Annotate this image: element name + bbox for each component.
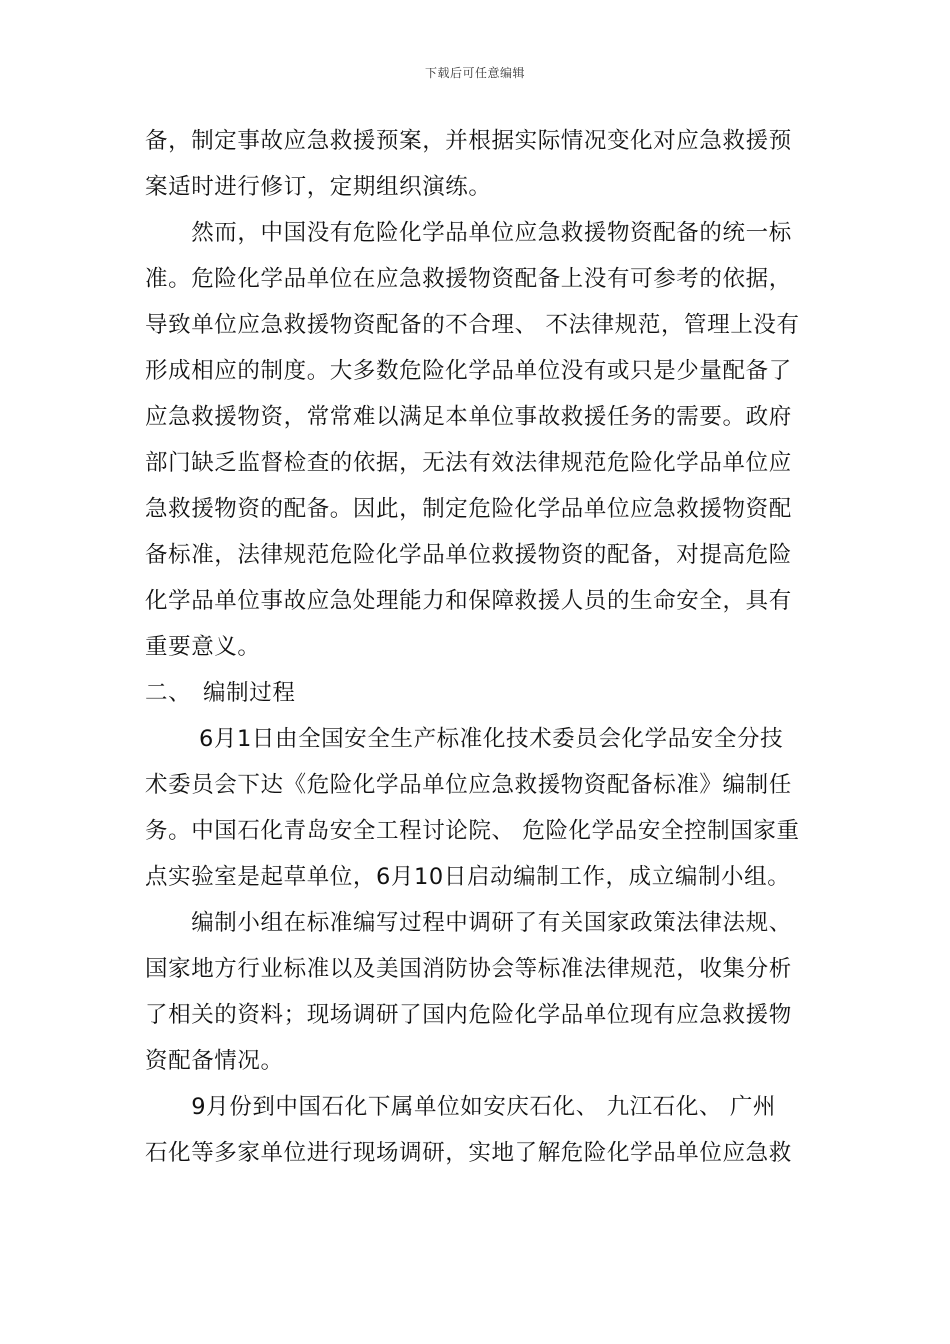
text-line: 9月份到中国石化下属单位如安庆石化、 九江石化、 广州 — [145, 1094, 777, 1120]
text-line: 重要意义。 — [145, 634, 261, 660]
text-line: 形成相应的制度。大多数危险化学品单位没有或只是少量配备了 — [145, 358, 792, 384]
page-header-note: 下载后可任意编辑 — [424, 66, 525, 80]
text-line: 备，制定事故应急救援预案，并根据实际情况变化对应急救援预 — [145, 128, 792, 154]
text-line: 6月1日由全国安全生产标准化技术委员会化学品安全分技 — [145, 726, 784, 752]
text-line: 术委员会下达《危险化学品单位应急救援物资配备标准》编制任 — [145, 772, 792, 798]
text-line: 备标准，法律规范危险化学品单位救援物资的配备，对提高危险 — [145, 542, 792, 568]
text-line: 国家地方行业标准以及美国消防协会等标准法律规范，收集分析 — [145, 956, 792, 982]
text-line: 急救援物资的配备。因此，制定危险化学品单位应急救援物资配 — [145, 496, 792, 522]
text-line: 务。中国石化青岛安全工程讨论院、 危险化学品安全控制国家重 — [145, 818, 800, 844]
text-line: 案适时进行修订，定期组织演练。 — [145, 174, 492, 200]
text-line: 资配备情况。 — [145, 1048, 284, 1074]
text-line: 然而，中国没有危险化学品单位应急救援物资配备的统一标 — [145, 220, 792, 246]
text-line: 了相关的资料；现场调研了国内危险化学品单位现有应急救援物 — [145, 1002, 792, 1028]
section-heading: 二、 编制过程 — [145, 680, 296, 706]
text-line: 石化等多家单位进行现场调研，实地了解危险化学品单位应急救 — [145, 1140, 792, 1166]
text-line: 编制小组在标准编写过程中调研了有关国家政策法律法规、 — [145, 910, 792, 936]
text-line: 部门缺乏监督检查的依据，无法有效法律规范危险化学品单位应 — [145, 450, 792, 476]
text-line: 化学品单位事故应急处理能力和保障救援人员的生命安全，具有 — [145, 588, 792, 614]
text-line: 导致单位应急救援物资配备的不合理、 不法律规范，管理上没有 — [145, 312, 800, 338]
text-line: 应急救援物资，常常难以满足本单位事故救援任务的需要。政府 — [145, 404, 792, 430]
text-line: 准。危险化学品单位在应急救援物资配备上没有可参考的依据， — [145, 266, 792, 292]
document-body — [145, 118, 810, 1176]
text-line: 点实验室是起草单位，6月10日启动编制工作，成立编制小组。 — [145, 864, 791, 890]
